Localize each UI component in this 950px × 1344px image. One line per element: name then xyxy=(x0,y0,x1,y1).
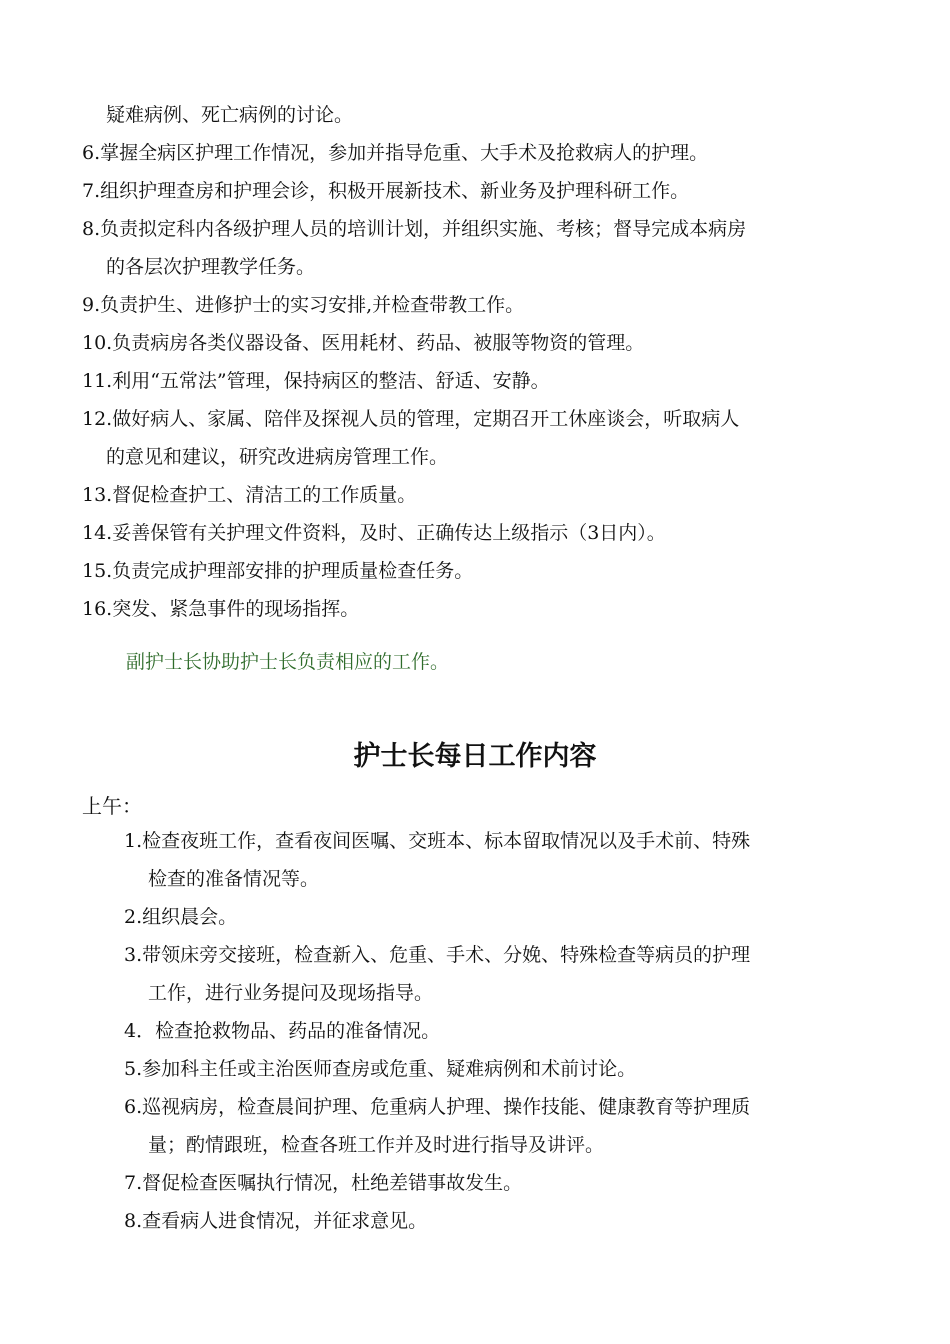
duty-item-15: 15.负责完成护理部安排的护理质量检查任务。 xyxy=(82,560,474,582)
duty-item-14: 14.妥善保管有关护理文件资料，及时、正确传达上级指示（3日内）。 xyxy=(82,522,666,544)
duty-continuation: 疑难病例、死亡病例的讨论。 xyxy=(106,104,354,126)
daily-item-3-continuation: 工作，进行业务提问及现场指导。 xyxy=(148,982,434,1004)
duty-item-12-continuation: 的意见和建议，研究改进病房管理工作。 xyxy=(106,446,449,468)
daily-item-1: 1.检查夜班工作，查看夜间医嘱、交班本、标本留取情况以及手术前、特殊 xyxy=(124,830,751,852)
duty-item-8-continuation: 的各层次护理教学任务。 xyxy=(106,256,316,278)
daily-item-6-continuation: 量；酌情跟班，检查各班工作并及时进行指导及讲评。 xyxy=(148,1134,605,1156)
section-title: 护士长每日工作内容 xyxy=(353,741,597,772)
duty-item-7: 7.组织护理查房和护理会诊，积极开展新技术、新业务及护理科研工作。 xyxy=(82,180,690,202)
duty-item-6: 6.掌握全病区护理工作情况，参加并指导危重、大手术及抢救病人的护理。 xyxy=(82,142,709,164)
daily-item-7: 7.督促检查医嘱执行情况，杜绝差错事故发生。 xyxy=(124,1172,523,1194)
daily-item-3: 3.带领床旁交接班，检查新入、危重、手术、分娩、特殊检查等病员的护理 xyxy=(124,944,751,966)
daily-item-6: 6.巡视病房，检查晨间护理、危重病人护理、操作技能、健康教育等护理质 xyxy=(124,1096,751,1118)
duty-item-11: 11.利用“五常法”管理，保持病区的整洁、舒适、安静。 xyxy=(82,370,550,392)
daily-item-8: 8.查看病人进食情况，并征求意见。 xyxy=(124,1210,428,1232)
morning-label: 上午： xyxy=(82,794,142,818)
duty-item-8: 8.负责拟定科内各级护理人员的培训计划，并组织实施、考核；督导完成本病房 xyxy=(82,218,747,240)
daily-item-2: 2.组织晨会。 xyxy=(124,906,238,928)
deputy-head-nurse-note: 副护士长协助护士长负责相应的工作。 xyxy=(126,651,450,673)
duty-item-16: 16.突发、紧急事件的现场指挥。 xyxy=(82,598,360,620)
duty-item-9: 9.负责护生、进修护士的实习安排,并检查带教工作。 xyxy=(82,294,525,316)
duty-item-12: 12.做好病人、家属、陪伴及探视人员的管理，定期召开工休座谈会，听取病人 xyxy=(82,408,740,430)
duty-item-10: 10.负责病房各类仪器设备、医用耗材、药品、被服等物资的管理。 xyxy=(82,332,645,354)
duty-item-13: 13.督促检查护工、清洁工的工作质量。 xyxy=(82,484,417,506)
daily-item-4: 4．检查抢救物品、药品的准备情况。 xyxy=(124,1020,441,1042)
daily-item-5: 5.参加科主任或主治医师查房或危重、疑难病例和术前讨论。 xyxy=(124,1058,637,1080)
daily-item-1-continuation: 检查的准备情况等。 xyxy=(148,868,320,890)
